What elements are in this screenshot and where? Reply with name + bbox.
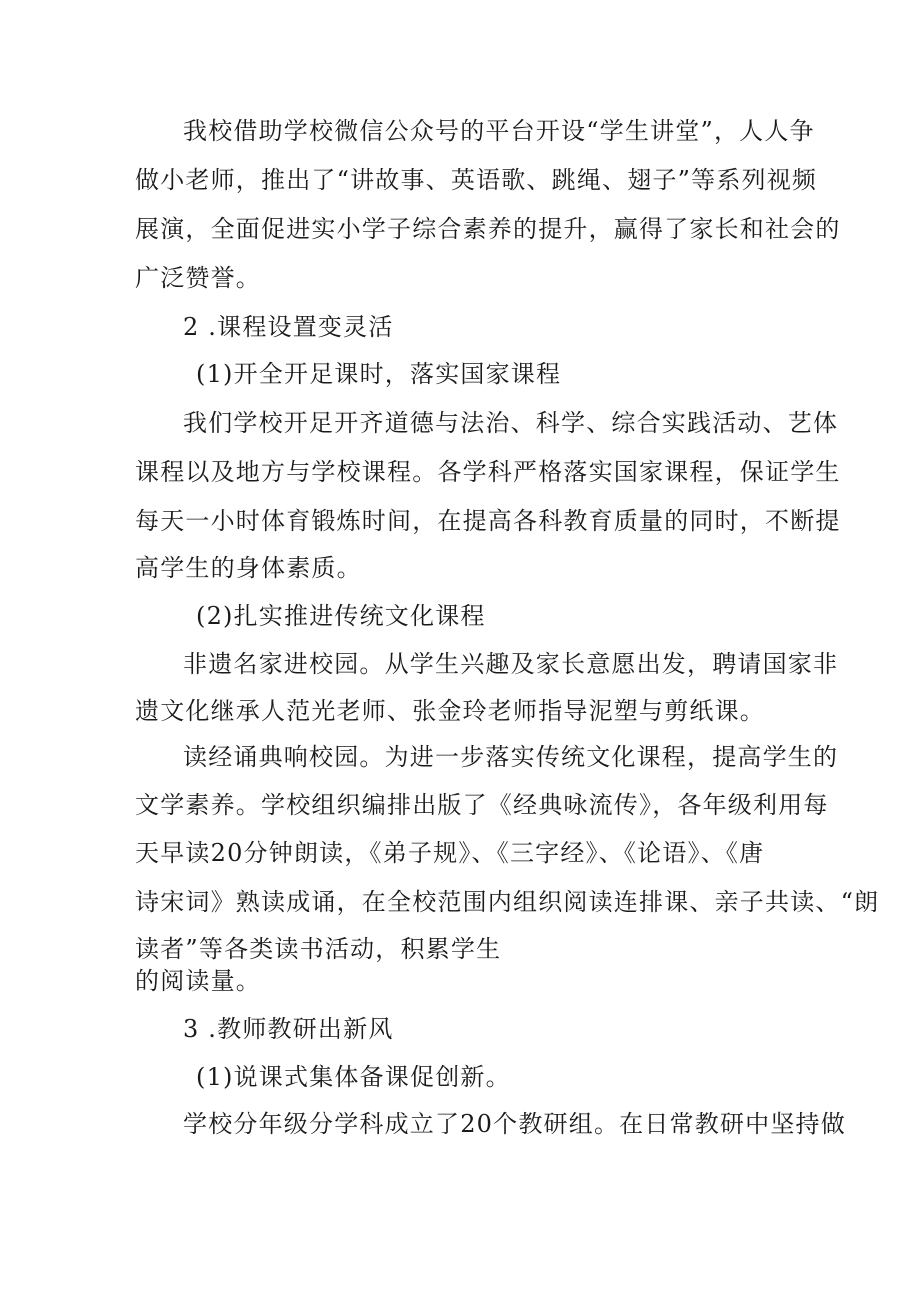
paragraph-line: 读经诵典响校园。为进一步落实传统文化课程，提高学生的 — [183, 743, 839, 771]
subsection-heading: (2)扎实推进传统文化课程 — [196, 602, 486, 630]
paragraph-line: 我们学校开足开齐道德与法治、科学、综合实践活动、艺体 — [183, 409, 839, 437]
paragraph-line: 文学素养。学校组织编排出版了《经典咏流传》，各年级利用每 — [135, 791, 829, 819]
section-heading: 3 .教师教研出新风 — [183, 1015, 394, 1043]
paragraph-line: 非遗名家进校园。从学生兴趣及家长意愿出发，聘请国家非 — [183, 650, 839, 678]
paragraph-line: 天早读20分钟朗读，《弟子规》、《三字经》、《论语》、《唐 — [135, 839, 765, 867]
paragraph-line: 我校借助学校微信公众号的平台开设“学生讲堂”，人人争 — [183, 117, 815, 145]
paragraph-line: 高学生的身体素质。 — [135, 554, 362, 582]
paragraph-line: 读者”等各类读书活动，积累学生 — [135, 935, 502, 963]
section-heading: 2 .课程设置变灵活 — [183, 313, 394, 341]
paragraph-line: 每天一小时体育锻炼时间，在提高各科教育质量的同时，不断提 — [135, 507, 841, 535]
subsection-heading: (1)开全开足课时，落实国家课程 — [196, 360, 562, 388]
paragraph-line: 诗宋词》熟读成诵，在全校范围内组织阅读连排课、亲子共读、“朗 — [135, 888, 880, 916]
paragraph-line: 课程以及地方与学校课程。各学科严格落实国家课程，保证学生 — [135, 458, 841, 486]
paragraph-line: 广泛赞誉。 — [135, 264, 261, 292]
subsection-heading: (1)说课式集体备课促创新。 — [196, 1063, 511, 1091]
paragraph-line: 学校分年级分学科成立了20个教研组。在日常教研中坚持做 — [183, 1110, 846, 1138]
paragraph-line: 展演，全面促进实小学子综合素养的提升，赢得了家长和社会的 — [135, 215, 841, 243]
paragraph-line: 做小老师，推出了“讲故事、英语歌、跳绳、翅子”等系列视频 — [135, 166, 818, 194]
paragraph-line: 遗文化继承人范光老师、张金玲老师指导泥塑与剪纸课。 — [135, 697, 765, 725]
paragraph-line: 的阅读量。 — [135, 967, 261, 995]
